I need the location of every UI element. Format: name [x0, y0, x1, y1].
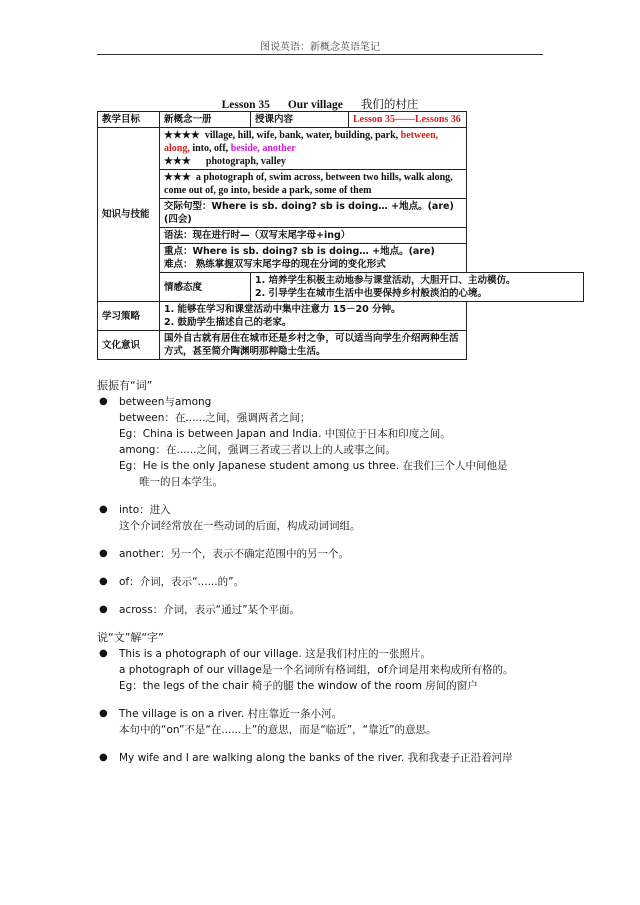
lesson-number: Lesson 35	[221, 99, 270, 111]
note-example: Eg：He is the only Japanese student among us three. 在我们三个人中间他是	[119, 460, 508, 472]
bullet-icon: ●	[99, 604, 108, 615]
vocab-list: village, hill, wife, bank, water, building, park,	[204, 130, 399, 141]
table-row	[98, 273, 584, 302]
vocab-three-star: photograph, valley	[205, 156, 286, 167]
note-text: 这个介词经常放在一些动词的后面，构成动词词组。	[119, 520, 361, 532]
note-text: a photograph of our village是一个名词所有格词组，of介词是用来构成所有格的。	[119, 664, 514, 676]
vocab-highlight-red: between, along,	[164, 130, 439, 154]
note-example: Eg：China is between Japan and India. 中国位于日本和印度之间。	[119, 428, 451, 440]
bullet-icon: ●	[99, 648, 108, 659]
emotion-content	[251, 273, 584, 302]
note-text: across：介词，表示“通过”某个平面。	[119, 604, 301, 616]
phrase-list: a photograph of, swim across, between two hills, walk along, come out of, go into, beside a park, some of them	[164, 172, 453, 196]
table-row	[98, 302, 584, 331]
note-text: My wife and I are walking along the banks of the river. 我和我妻子正沿着河岸	[119, 752, 513, 764]
note-text: another：另一个，表示不确定范围中的另一个。	[119, 548, 350, 560]
list-item	[97, 706, 567, 722]
stars: ★★★	[164, 156, 191, 167]
textbook-value: 新概念一册	[160, 112, 251, 128]
notes-section	[97, 378, 567, 766]
stars: ★★★★	[164, 130, 200, 141]
lesson-en-title: Our village	[287, 99, 343, 111]
table-row	[98, 112, 584, 128]
table-row	[98, 199, 584, 228]
lesson-zh-title: 我们的村庄	[360, 97, 419, 111]
table-row	[98, 244, 584, 273]
note-text: 本句中的“on”不是“在......上”的意思，而是“临近”，“靠近”的意思。	[119, 724, 437, 736]
emotion-item: 1. 培养学生积极主动地参与课堂活动，大胆开口、主动模仿。	[255, 275, 516, 286]
list-item	[97, 502, 567, 518]
table-row	[98, 331, 584, 360]
bullet-icon: ●	[99, 504, 108, 515]
grammar-point: 语法：现在进行时—（双写末尾字母+ing）	[160, 228, 467, 244]
header-rule	[97, 54, 543, 55]
key-difficult-points	[160, 244, 467, 273]
note-text: of：介词，表示“......的”。	[119, 576, 245, 588]
note-text: among：在......之间，强调三者或三者以上的人或事之间。	[119, 444, 396, 456]
table-row	[98, 228, 584, 244]
note-text: into：进入	[119, 504, 171, 516]
vocab-highlight-pink: beside, another	[230, 143, 296, 154]
table-row	[98, 128, 584, 170]
teaching-plan-table	[97, 111, 584, 360]
strategy-item: 1. 能够在学习和课堂活动中集中注意力 15－20 分钟。	[164, 304, 401, 315]
note-example: Eg：the legs of the chair 椅子的腿 the window of the room 房间的窗户	[119, 680, 478, 692]
note-text: This is a photograph of our village. 这是我们村庄的一张照片。	[119, 648, 432, 660]
list-item	[97, 646, 567, 662]
bullet-icon: ●	[99, 548, 108, 559]
bullet-icon: ●	[99, 576, 108, 587]
section-heading-sentences: 说“文”解“字”	[97, 631, 164, 644]
list-item	[97, 602, 567, 618]
section-heading-words: 振振有“词”	[97, 379, 153, 392]
list-item	[97, 750, 567, 766]
bullet-icon: ●	[99, 752, 108, 763]
note-text: The village is on a river. 村庄靠近一条小河。	[119, 708, 343, 720]
knowledge-label: 知识与技能	[98, 128, 160, 302]
vocab-four-star	[160, 128, 467, 170]
note-example-cont: 唯一的日本学生。	[139, 476, 223, 488]
list-item	[97, 546, 567, 562]
list-item	[97, 394, 567, 410]
bullet-icon: ●	[99, 708, 108, 719]
stars: ★★★	[164, 172, 191, 183]
lesson-title	[0, 96, 640, 112]
communication-pattern: 交际句型：Where is sb. doing? sb is doing… +地点。(are) (四会)	[160, 199, 467, 228]
content-label: 授课内容	[251, 112, 349, 128]
phrases	[160, 170, 467, 199]
content-value: Lesson 35——Lessons 36	[349, 112, 467, 128]
list-item	[97, 574, 567, 590]
difficult-point: 难点： 熟练掌握双写末尾字母的现在分词的变化形式	[164, 259, 386, 270]
note-text: between与among	[119, 396, 212, 408]
emotion-label: 情感态度	[160, 273, 251, 302]
emotion-item: 2. 引导学生在城市生活中也要保持乡村般淡泊的心境。	[255, 288, 488, 299]
running-header: 图说英语：新概念英语笔记	[260, 42, 380, 53]
table-row	[98, 170, 584, 199]
culture-label: 文化意识	[98, 331, 160, 360]
strategy-content	[160, 302, 467, 331]
strategy-label: 学习策略	[98, 302, 160, 331]
vocab-list-rest: into, off,	[192, 143, 229, 154]
bullet-icon: ●	[99, 396, 108, 407]
objective-label: 教学目标	[98, 112, 160, 128]
strategy-item: 2. 鼓励学生描述自己的老家。	[164, 317, 292, 328]
key-point: 重点：Where is sb. doing? sb is doing… +地点。(are)	[164, 246, 435, 257]
note-text: between：在......之间，强调两者之间；	[119, 412, 311, 424]
culture-content: 国外自古就有居住在城市还是乡村之争，可以适当向学生介绍两种生活方式，甚至简介陶渊明那种隐士生活。	[160, 331, 467, 360]
